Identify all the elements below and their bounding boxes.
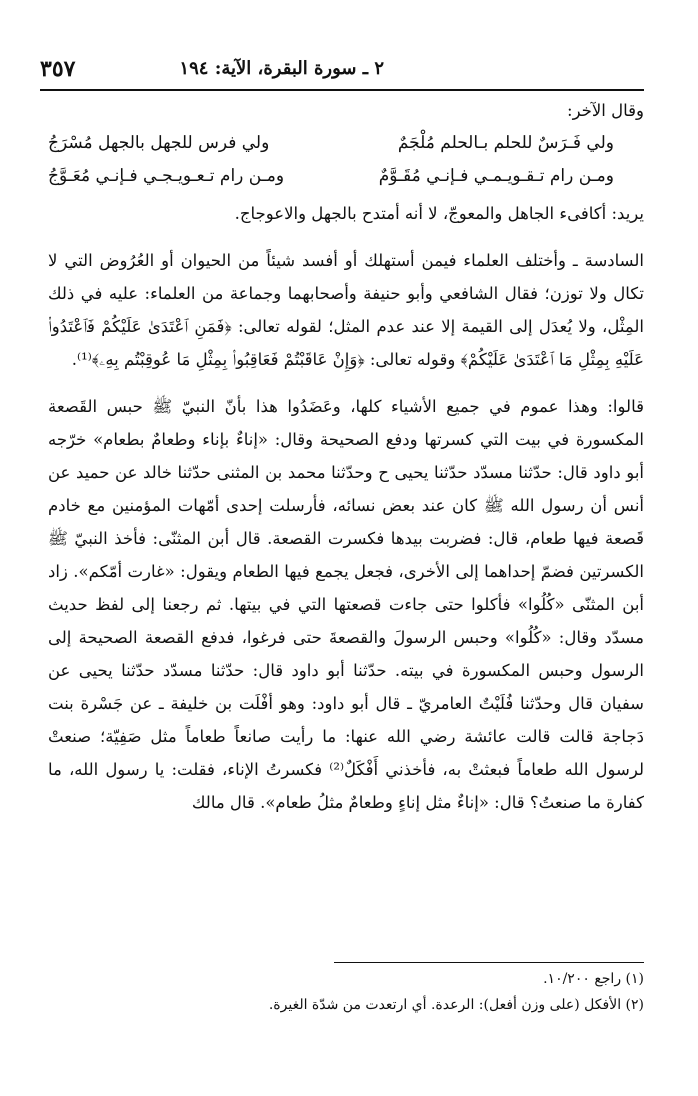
- second-hemistich: ومـن رام تـعـويـجـي فـإنـي مُعَـوَّجُ: [48, 166, 285, 186]
- verse-line: [48, 160, 634, 193]
- poem: [48, 127, 634, 193]
- page-header: [40, 56, 644, 88]
- page-number: ٣٥٧: [40, 56, 76, 82]
- footnote-rule: [334, 962, 644, 963]
- first-hemistich: ومـن رام تـقـويـمـي فـإنـي مُقَـوَّمٌ: [378, 166, 614, 186]
- main-text: [48, 94, 644, 819]
- footnote-1: (١) راجع ١٠/٢٠٠.: [543, 971, 644, 987]
- second-hemistich: ولي فرس للجهل بالجهل مُسْرَجُ: [48, 133, 270, 153]
- running-title: ٢ ـ سورة البقرة، الآية: ١٩٤: [179, 58, 384, 79]
- footnotes: [48, 966, 644, 1018]
- verse-line: [48, 127, 634, 160]
- footnote-2: (٢) الأفكل (على وزن أفعل): الرعدة. أي ارتعدت من شدّة الغيرة.: [268, 997, 644, 1013]
- paragraph-sixth-issue: السادسة ـ وأختلف العلماء فيمن أستهلك أو أفسد شيئاً من الحيوان أو العُرُوض التي لا تكال ولا توزن؛ فقال الشافعي وأبو حنيفة وأصحابهما وجماعة من العلماء: عليه في ذلك المِثْل، ولا يُعدَل إلى القيمة إلا عند عدم المثل؛ لقوله تعالى: ﴿فَمَنِ ٱعْتَدَىٰ عَلَيْكُمْ فَٱعْتَدُوا۟ عَلَيْهِ بِمِثْلِ مَا ٱعْتَدَىٰ عَلَيْكُمْ﴾ وقوله تعالى: ﴿وَإِنْ عَاقَبْتُمْ فَعَاقِبُوا۟ بِمِثْلِ مَا عُوقِبْتُم بِهِۦ﴾⁽¹⁾.: [48, 251, 644, 369]
- spacer: [48, 376, 644, 390]
- intro-line: وقال الآخر:: [567, 101, 644, 120]
- paragraph-hadith: قالوا: وهذا عموم في جميع الأشياء كلها، وعَضَدُوا هذا بأنّ النبيّ ﷺ حبس القَصعة المكسورة في بيت التي كسرتها ودفع الصحيحة وقال: «إناءٌ بإناء وطعامٌ بطعام» خرّجه أبو داود قال: حدّثنا مسدّد حدّثنا يحيى ح وحدّثنا محمد بن المثنى حدّثنا خالد عن حميد عن أنس أن رسول الله ﷺ كان عند بعض نسائه، فأرسلت إحدى أمّهات المؤمنين مع خادم قَصعة فيها طعام، قال: فضربت بيدها فكسرت القصعة. قال أبن المثنّى: فأخذ النبيّ ﷺ الكسرتين فضمّ إحداهما إلى الأخرى، فجعل يجمع فيها الطعام ويقول: «غارت أمّكم». زاد أبن المثنّى «كُلُوا» فأكلوا حتى جاءت قصعتها التي في بيتها. ثم رجعنا إلى لفظ حديث مسدّد وقال: «كُلُوا» وحبس الرسولَ والقصعةَ حتى فرغوا، فدفع القصعة الصحيحة إلى الرسول وحبس المكسورة في بيته. حدّثنا أبو داود قال: حدّثنا مسدّد حدّثنا يحيى عن سفيان قال وحدّثنا فُلَيْتٌ العامريّ ـ قال أبو داود: وهو أفْلَت بن خليفة ـ عن جَسْرة بنت دَجاجة قالت قالت عائشة رضي الله عنها: ما رأيت صانعاً طعاماً مثل صَفِيّة؛ صنعتْ لرسول الله طعاماً فبعثتْ به، فأخذني أَفْكَلٌ⁽²⁾ فكسرتُ الإناء، فقلت: يا رسول الله، ما كفارة ما صنعتُ؟ قال: «إناءٌ مثل إناءٍ وطعامٌ مثلُ طعام». قال مالك: [48, 397, 644, 812]
- header-rule: [40, 89, 644, 91]
- paragraph-explanation: يريد: أكافىء الجاهل والمعوجّ، لا أنه أمتدح بالجهل والاعوجاج.: [234, 204, 644, 223]
- spacer: [48, 230, 644, 244]
- first-hemistich: ولي فَـرَسٌ للحلم بـالحلم مُلْجَمٌ: [397, 133, 614, 153]
